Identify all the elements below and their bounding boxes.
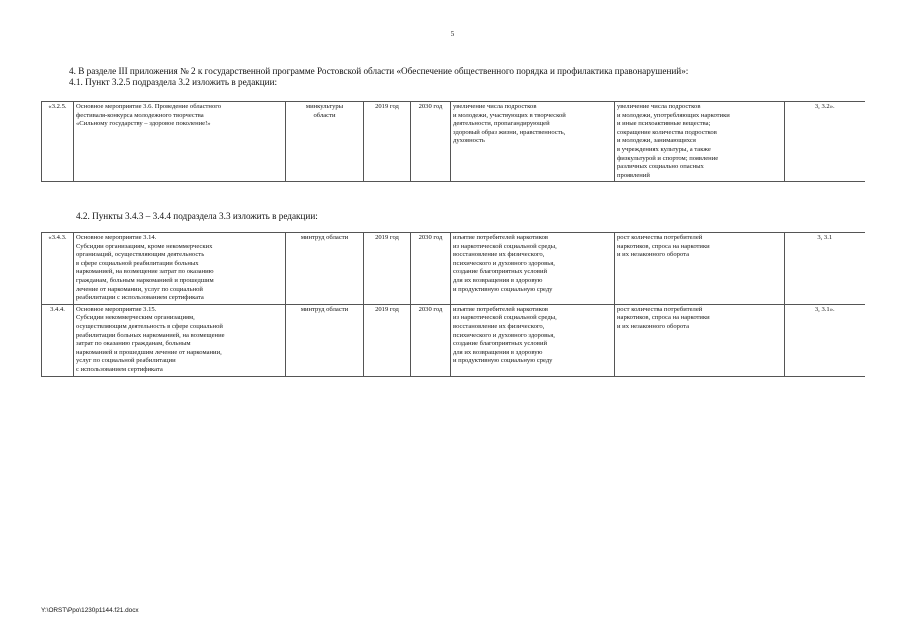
item-heading-4-1: 4.1. Пункт 3.2.5 подраздела 3.2 изложить в редакции:	[69, 77, 278, 87]
end-year: 2030 год	[411, 102, 451, 182]
expected-result: увеличение числа подростков и молодежи, участвующих в творческой деятельности, пропагандирующей здоровый образ жизни, нравственность, духовность	[451, 102, 615, 182]
indicator-link: 3, 3.2».	[785, 102, 865, 182]
table-item-3-2-5	[41, 101, 865, 182]
expected-result: изъятие потребителей наркотиков из наркотической социальной среды, восстановление их физического, психического и духовного здоровья, создание благоприятных условий для их возвращения в здоровую и продуктивную социальную среду	[451, 304, 615, 376]
non-implementation-consequence: увеличение числа подростков и молодежи, употребляющих наркотики и иные психоактивные вещества; сокращение количества подростков и молодежи, занимающихся в учреждениях культуры, а также физкультурой и спортом; появление различных социально опасных проявлений	[615, 102, 785, 182]
non-implementation-consequence: рост количества потребителей наркотиков, спроса на наркотики и их незаконного оборота	[615, 304, 785, 376]
table-row	[42, 304, 865, 376]
end-year: 2030 год	[411, 233, 451, 305]
activity-name: Основное мероприятие 3.15. Субсидии некоммерческим организациям, осуществляющим деятельность в сфере социальной реабилитации больных наркоманией, на возмещение затрат по оказанию гражданам, больным наркоманией и прошедшим лечение от наркомании, услуг по социальной реабилитации с использованием сертификата	[74, 304, 286, 376]
row-number: «3.2.5.	[42, 102, 74, 182]
page-number: 5	[450, 30, 455, 38]
table-row	[42, 102, 865, 182]
item-heading-4-2: 4.2. Пункты 3.4.3 – 3.4.4 подраздела 3.3 изложить в редакции:	[76, 211, 318, 221]
table-items-3-4-3-3-4-4	[41, 232, 865, 377]
start-year: 2019 год	[364, 233, 411, 305]
executor: минтруд области	[286, 304, 364, 376]
expected-result: изъятие потребителей наркотиков из наркотической социальной среды, восстановление их физического, психического и духовного здоровья, создание благоприятных условий для их возвращения в здоровую и продуктивную социальную среду	[451, 233, 615, 305]
executor: минтруд области	[286, 233, 364, 305]
activity-name: Основное мероприятие 3.6. Проведение областного фестиваля-конкурса молодежного творчества «Сильному государству – здоровое поколение!»	[74, 102, 286, 182]
end-year: 2030 год	[411, 304, 451, 376]
section-heading: 4. В разделе III приложения № 2 к государственной программе Ростовской области «Обеспечение общественного порядка и профилактика правонарушений»:	[69, 66, 689, 76]
start-year: 2019 год	[364, 304, 411, 376]
indicator-link: 3, 3.1	[785, 233, 865, 305]
row-number: 3.4.4.	[42, 304, 74, 376]
file-path-footer: Y:\ORST\Ppo\1230p1144.f21.docx	[41, 607, 139, 614]
activity-name: Основное мероприятие 3.14. Субсидии организациям, кроме некоммерческих организаций, осуществляющим деятельность в сфере социальной реабилитации больных наркоманией, на возмещение затрат по оказанию гражданам, больным наркоманией и прошедшим лечение от наркомании, услуг по социальной реабилитации с использованием сертификата	[74, 233, 286, 305]
table-row	[42, 233, 865, 305]
row-number: «3.4.3.	[42, 233, 74, 305]
start-year: 2019 год	[364, 102, 411, 182]
executor: минкультуры области	[286, 102, 364, 182]
indicator-link: 3, 3.1».	[785, 304, 865, 376]
non-implementation-consequence: рост количества потребителей наркотиков, спроса на наркотики и их незаконного оборота	[615, 233, 785, 305]
